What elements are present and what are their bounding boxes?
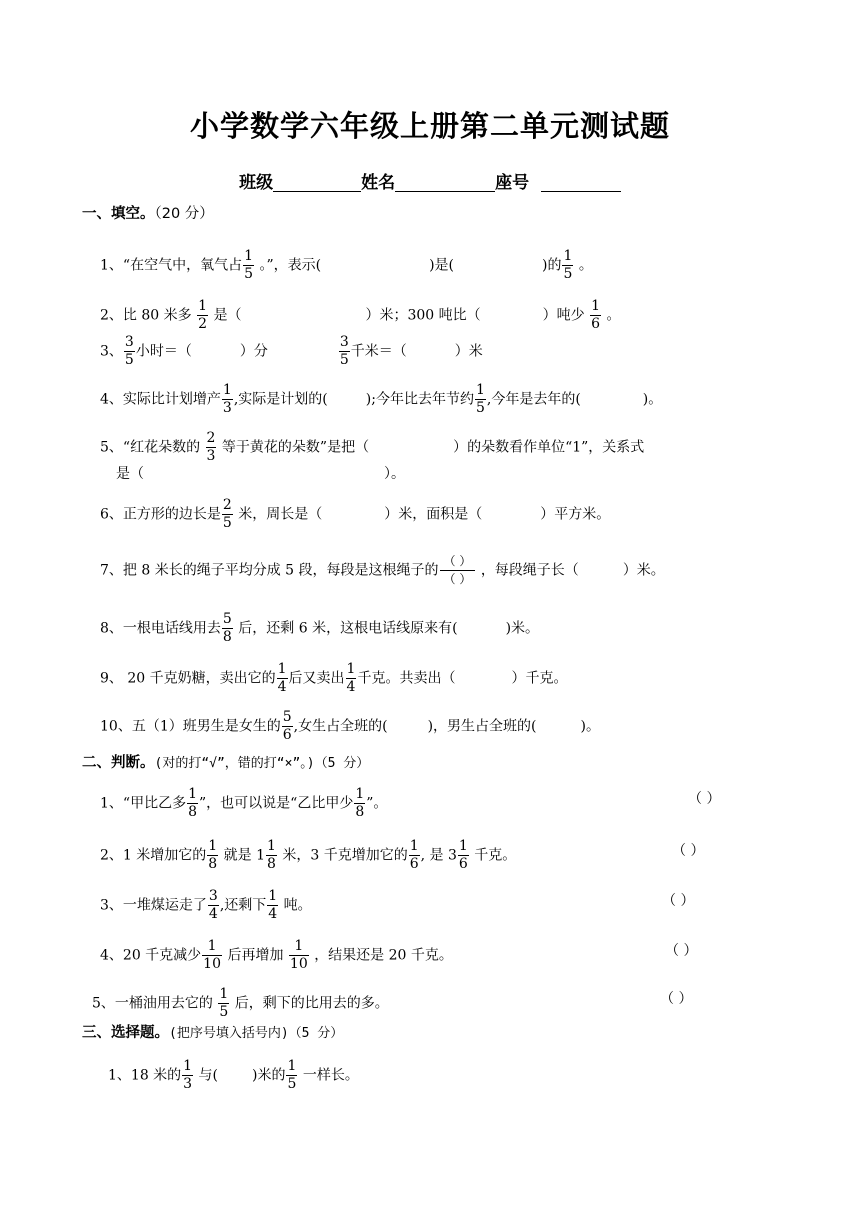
denominator: 5 bbox=[244, 266, 253, 282]
q-text: 吨。 bbox=[283, 897, 312, 914]
fraction bbox=[222, 611, 233, 646]
q-text: 4、实际比计划增产 bbox=[100, 391, 221, 408]
judgement-2-answer[interactable]: （ ） bbox=[672, 843, 705, 859]
q-text: 7、把 8 米长的绳子平均分成 5 段，每段是这根绳子的 bbox=[100, 562, 439, 579]
q-text: 千米＝（ bbox=[350, 343, 407, 360]
question-7 bbox=[100, 553, 800, 588]
q-text: ,还剩下 bbox=[219, 897, 267, 914]
question-1 bbox=[100, 248, 800, 283]
q-text: ,女生占全班的( bbox=[293, 718, 388, 735]
fraction bbox=[409, 838, 420, 873]
section-note: (对的打“√”，错的打“×”。) bbox=[154, 756, 315, 771]
numerator: 1 bbox=[268, 888, 278, 904]
fraction bbox=[458, 838, 469, 873]
question-8 bbox=[100, 611, 800, 646]
denominator: 5 bbox=[287, 1076, 297, 1092]
q-text: 2、比 80 米多 bbox=[100, 307, 192, 324]
q-text: 。 bbox=[578, 257, 593, 274]
numerator: 1 bbox=[409, 838, 419, 854]
seat-label: 座号 bbox=[495, 173, 530, 193]
q-text: 10、五（1）班男生是女生的 bbox=[100, 718, 281, 735]
denominator: 6 bbox=[458, 856, 468, 872]
denominator: 5 bbox=[222, 515, 232, 531]
section-note: (把序号填入括号内) bbox=[169, 1026, 289, 1041]
fraction bbox=[222, 382, 233, 417]
q-text: ）米。 bbox=[622, 562, 665, 579]
numerator: 1 bbox=[267, 838, 276, 854]
q-text: )米。 bbox=[505, 620, 540, 637]
fraction bbox=[475, 382, 486, 417]
question-3 bbox=[100, 334, 800, 369]
denominator: 4 bbox=[346, 679, 356, 695]
name-label: 姓名 bbox=[361, 173, 396, 193]
q-text: 9、 20 千克奶糖，卖出它的 bbox=[100, 670, 276, 687]
numerator: 3 bbox=[208, 888, 218, 904]
numerator: 2 bbox=[222, 497, 232, 513]
q-text: ，每段绳子长（ bbox=[480, 562, 579, 579]
fraction bbox=[267, 888, 278, 923]
fraction bbox=[266, 838, 277, 873]
question-5 bbox=[100, 430, 800, 465]
q-text: 6、正方形的边长是 bbox=[100, 506, 221, 523]
fraction bbox=[339, 334, 350, 369]
question-10 bbox=[100, 709, 800, 744]
q-text: 4、20 千克减少 bbox=[100, 947, 202, 964]
q-text: 是（ bbox=[213, 307, 242, 324]
denominator: 8 bbox=[355, 804, 365, 820]
q-text: 后再增加 bbox=[227, 947, 284, 964]
q-text: ）平方米。 bbox=[540, 506, 611, 523]
q-text: )是( bbox=[429, 257, 455, 274]
q-text: 5、一桶油用去它的 bbox=[92, 995, 213, 1012]
numerator: 1 bbox=[355, 786, 365, 802]
section-title: 二、判断。 bbox=[82, 755, 155, 771]
q-text: ）的朵数看作单位“1”，关系式 bbox=[453, 439, 645, 456]
judgement-1-answer[interactable]: （ ） bbox=[688, 791, 721, 807]
numerator-blank[interactable]: （ ） bbox=[440, 553, 476, 571]
q-text: )。 bbox=[642, 391, 663, 408]
q-text: 。 bbox=[606, 307, 621, 324]
denominator: 5 bbox=[219, 1004, 229, 1020]
choice-1 bbox=[108, 1058, 800, 1093]
numerator: 1 bbox=[222, 382, 232, 398]
q-text: ）千克。 bbox=[511, 670, 568, 687]
denominator-blank[interactable]: （ ） bbox=[443, 572, 472, 586]
q-text: 1、18 米的 bbox=[108, 1067, 182, 1084]
q-text: 米，周长是（ bbox=[238, 506, 323, 523]
section-title: 一、填空。 bbox=[82, 206, 155, 222]
fraction bbox=[206, 430, 217, 465]
denominator: 8 bbox=[188, 804, 197, 820]
fraction bbox=[182, 1058, 193, 1093]
fraction bbox=[346, 661, 357, 696]
numerator: 1 bbox=[183, 1058, 193, 1074]
section-points: （5 分） bbox=[314, 756, 370, 771]
judgement-3 bbox=[100, 888, 800, 923]
denominator: 4 bbox=[277, 679, 287, 695]
q-text: 后，剩下的比用去的多。 bbox=[234, 995, 389, 1012]
question-9 bbox=[100, 661, 800, 696]
denominator: 8 bbox=[267, 856, 276, 872]
denominator: 8 bbox=[222, 629, 232, 645]
name-blank[interactable] bbox=[395, 173, 495, 192]
q-text: 后又卖出 bbox=[288, 670, 345, 687]
fraction bbox=[197, 298, 208, 333]
denominator: 5 bbox=[339, 352, 349, 368]
denominator: 3 bbox=[183, 1076, 193, 1092]
fraction bbox=[277, 661, 288, 696]
fraction bbox=[207, 838, 218, 873]
judgement-5-answer[interactable]: （ ） bbox=[660, 991, 693, 1007]
numerator: 1 bbox=[346, 661, 356, 677]
q-text: ）吨少 bbox=[542, 307, 585, 324]
q-text: 千克。共卖出（ bbox=[357, 670, 456, 687]
q-text: 米，3 千克增加它的 bbox=[282, 847, 408, 864]
denominator: 8 bbox=[208, 856, 218, 872]
numerator: 1 bbox=[563, 248, 573, 264]
section-points: （20 分） bbox=[154, 206, 214, 222]
q-text: ,实际是计划的( bbox=[233, 391, 328, 408]
q-text: )，男生占全班的( bbox=[427, 718, 537, 735]
question-6 bbox=[100, 497, 800, 532]
question-5-cont bbox=[116, 464, 800, 484]
denominator: 5 bbox=[563, 266, 573, 282]
denominator: 4 bbox=[208, 906, 218, 922]
denominator: 6 bbox=[409, 856, 419, 872]
q-text: ）分 bbox=[239, 343, 268, 360]
numerator: 3 bbox=[339, 334, 349, 350]
numerator: 1 bbox=[244, 248, 253, 264]
section-judgement-heading bbox=[82, 751, 369, 772]
numerator: 1 bbox=[591, 298, 600, 314]
q-text: ”，也可以说是“乙比甲少 bbox=[199, 795, 354, 812]
fraction bbox=[590, 298, 601, 333]
judgement-3-answer[interactable]: （ ） bbox=[662, 893, 695, 909]
numerator: 1 bbox=[219, 986, 229, 1002]
q-text: ,今年是去年的( bbox=[486, 391, 581, 408]
q-text: 1、“甲比乙多 bbox=[100, 795, 187, 812]
fraction bbox=[222, 497, 233, 532]
q-text: ）米；300 吨比（ bbox=[365, 307, 481, 324]
judgement-4-answer[interactable]: （ ） bbox=[665, 943, 698, 959]
section-choice-heading bbox=[82, 1021, 343, 1042]
numerator: 3 bbox=[124, 334, 134, 350]
denominator: 6 bbox=[282, 727, 292, 743]
q-text: );今年比去年节约 bbox=[365, 391, 474, 408]
q-text: )米的 bbox=[252, 1067, 286, 1084]
numerator: 1 bbox=[458, 838, 468, 854]
denominator: 5 bbox=[124, 352, 134, 368]
q-text: 后，还剩 6 米，这根电话线原来有( bbox=[238, 620, 458, 637]
q-text: 小时＝（ bbox=[135, 343, 192, 360]
q-text: 。”，表示( bbox=[259, 257, 322, 274]
denominator: 6 bbox=[591, 316, 600, 332]
q-text: 3、 bbox=[100, 343, 123, 360]
q-text: 等于黄花的朵数”是把（ bbox=[221, 439, 370, 456]
q-text: 3、一堆煤运走了 bbox=[100, 897, 207, 914]
fraction bbox=[562, 248, 573, 283]
numerator: 1 bbox=[289, 938, 309, 956]
q-text: 是（ bbox=[116, 466, 144, 482]
numerator: 1 bbox=[287, 1058, 297, 1074]
seat-blank[interactable] bbox=[541, 173, 621, 192]
fraction bbox=[243, 248, 254, 283]
fraction bbox=[354, 786, 365, 821]
q-text: ）米 bbox=[454, 343, 483, 360]
q-text: 2、1 米增加它的 bbox=[100, 847, 207, 864]
numerator: 5 bbox=[222, 611, 232, 627]
fraction bbox=[124, 334, 135, 369]
fraction bbox=[187, 786, 198, 821]
denominator: 3 bbox=[222, 400, 232, 416]
fraction bbox=[202, 938, 222, 973]
section-points: （5 分） bbox=[288, 1026, 344, 1041]
q-text: 1、“在空气中，氧气占 bbox=[100, 257, 243, 274]
denominator: 4 bbox=[268, 906, 278, 922]
q-text: ）。 bbox=[384, 466, 405, 482]
class-label: 班级 bbox=[239, 173, 274, 193]
question-4 bbox=[100, 382, 800, 417]
fraction bbox=[289, 938, 309, 973]
fraction-blank[interactable] bbox=[440, 553, 476, 588]
q-text: 5、“红花朵数的 bbox=[100, 439, 201, 456]
numerator: 1 bbox=[198, 298, 207, 314]
page-title: 小学数学六年级上册第二单元测试题 bbox=[189, 109, 670, 143]
numerator: 1 bbox=[475, 382, 485, 398]
fraction bbox=[218, 986, 229, 1021]
fraction bbox=[208, 888, 219, 923]
fraction bbox=[286, 1058, 297, 1093]
numerator: 1 bbox=[202, 938, 222, 956]
q-text: 就是 1 bbox=[223, 847, 265, 864]
section-title: 三、选择题。 bbox=[82, 1025, 169, 1041]
judgement-5 bbox=[92, 986, 800, 1021]
denominator: 5 bbox=[475, 400, 485, 416]
q-text: 一样长。 bbox=[302, 1067, 359, 1084]
q-text: ”。 bbox=[366, 795, 388, 812]
numerator: 5 bbox=[282, 709, 292, 725]
question-2 bbox=[100, 298, 800, 333]
q-text: ，结果还是 20 千克。 bbox=[314, 947, 453, 964]
denominator: 2 bbox=[198, 316, 207, 332]
section-fill-blank-heading bbox=[82, 202, 214, 223]
q-text: )的 bbox=[542, 257, 562, 274]
numerator: 2 bbox=[206, 430, 216, 446]
q-text: , 是 3 bbox=[420, 847, 457, 864]
q-text: 与( bbox=[198, 1067, 219, 1084]
denominator: 10 bbox=[289, 956, 308, 972]
student-info-line bbox=[0, 168, 860, 193]
class-blank[interactable] bbox=[273, 173, 361, 192]
q-text: 8、一根电话线用去 bbox=[100, 620, 221, 637]
q-text: 千克。 bbox=[474, 847, 517, 864]
q-text: ）米，面积是（ bbox=[384, 506, 483, 523]
numerator: 1 bbox=[208, 838, 218, 854]
numerator: 1 bbox=[188, 786, 197, 802]
q-text: )。 bbox=[580, 718, 600, 735]
numerator: 1 bbox=[277, 661, 287, 677]
denominator: 3 bbox=[206, 448, 216, 464]
denominator: 10 bbox=[203, 956, 221, 972]
fraction bbox=[282, 709, 293, 744]
